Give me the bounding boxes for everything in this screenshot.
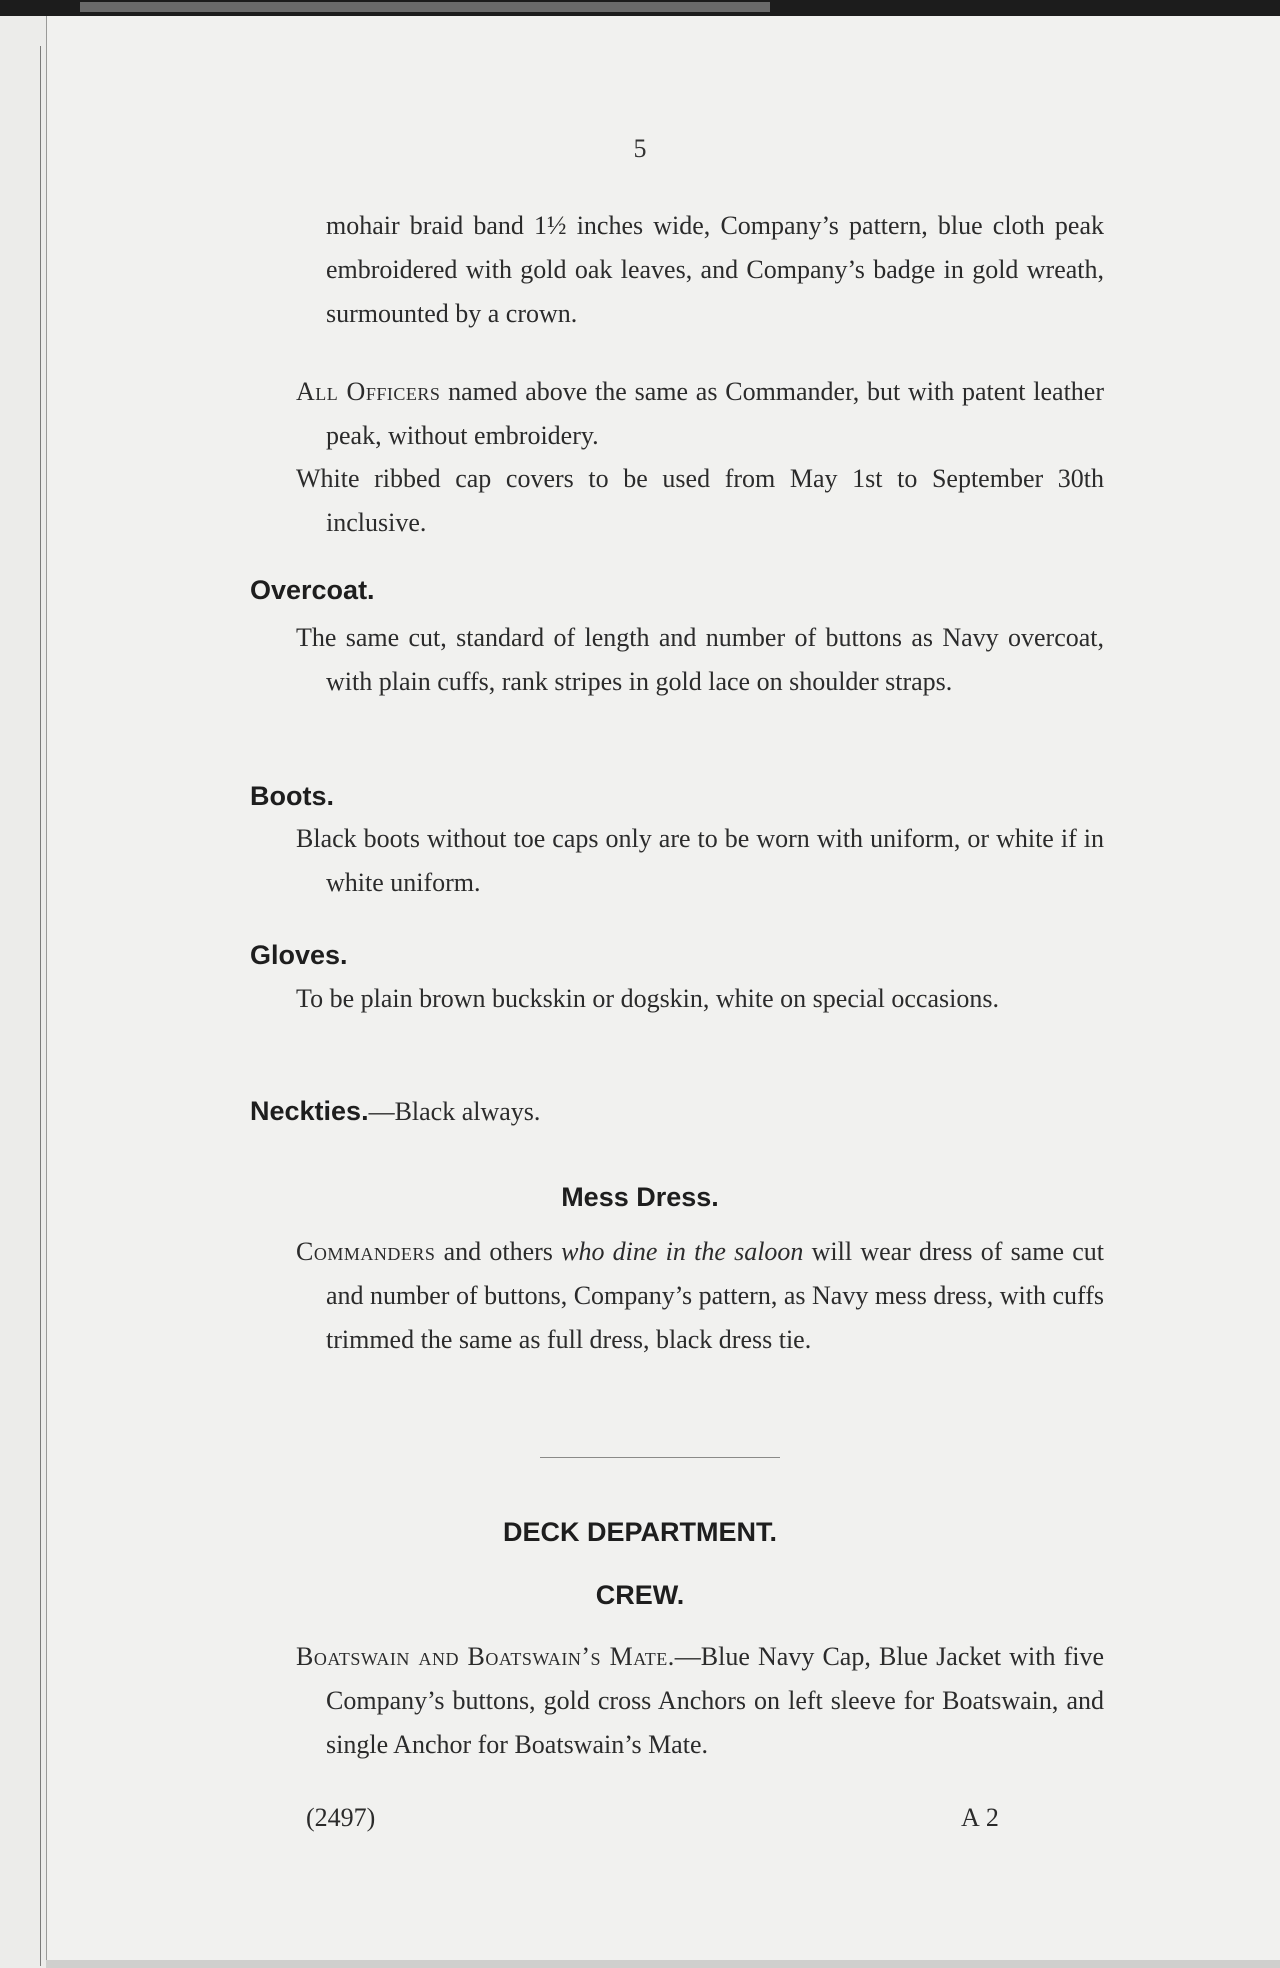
all-officers-paragraph [296, 370, 1104, 458]
overcoat-paragraph: The same cut, standard of length and number of buttons as Navy overcoat, with plain cuffs, rank stripes in gold lace on shoulder straps. [296, 623, 1104, 696]
neckties-text: —Black always. [368, 1097, 541, 1126]
binding-line [40, 46, 41, 1966]
all-officers-text: named above the same as Commander, but with patent leather peak, without embroidery. [326, 377, 1105, 450]
boots-heading: Boots. [250, 781, 334, 811]
boatswain-lead: Boatswain and Boatswain’s Mate. [296, 1642, 675, 1671]
binding-edge [0, 16, 47, 1968]
mess-dress-lead: Commanders [296, 1237, 436, 1266]
mess-dress-italic: who dine in the saloon [561, 1237, 804, 1266]
mess-dress-paragraph [296, 1230, 1104, 1362]
mess-dress-text-after: will wear dress of same cut and number of buttons, Company’s pattern, as Navy mess dress, with cuffs trimmed the same as full dress, black dress tie. [326, 1237, 1104, 1354]
page-number: 5 [633, 134, 647, 163]
mess-dress-heading: Mess Dress. [561, 1182, 719, 1212]
boots-paragraph: Black boots without toe caps only are to be worn with uniform, or white if in white uniform. [296, 824, 1104, 897]
gloves-heading: Gloves. [250, 940, 348, 970]
deck-department-heading: DECK DEPARTMENT. [502, 1517, 777, 1547]
gloves-paragraph: To be plain brown buckskin or dogskin, white on special occasions. [296, 984, 999, 1013]
print-code: (2497) [306, 1803, 376, 1832]
overcoat-heading: Overcoat. [250, 575, 375, 605]
neckties-paragraph [250, 1096, 540, 1127]
cap-covers-paragraph: White ribbed cap covers to be used from May 1st to September 30th inclusive. [296, 464, 1104, 537]
boatswain-paragraph [296, 1635, 1104, 1767]
page-bottom-edge [46, 1960, 1280, 1968]
crew-heading: CREW. [595, 1580, 685, 1610]
mess-dress-text-before: and others [435, 1237, 562, 1266]
boatswain-text: —Blue Navy Cap, Blue Jacket with five Company’s buttons, gold cross Anchors on left sleeve for Boatswain, and single Anchor for Boatswain’s Mate. [326, 1642, 1104, 1759]
scan-top-strip-highlight [80, 2, 770, 12]
continuation-paragraph: mohair braid band 1½ inches wide, Company’s pattern, blue cloth peak embroidered with gold oak leaves, and Company’s badge in gold wreath, surmounted by a crown. [326, 211, 1104, 328]
neckties-heading: Neckties. [250, 1096, 369, 1126]
section-divider [540, 1457, 780, 1458]
scan-top-strip [0, 0, 1280, 16]
all-officers-lead: All Officers [296, 377, 441, 406]
signature-mark: A 2 [961, 1803, 1000, 1832]
